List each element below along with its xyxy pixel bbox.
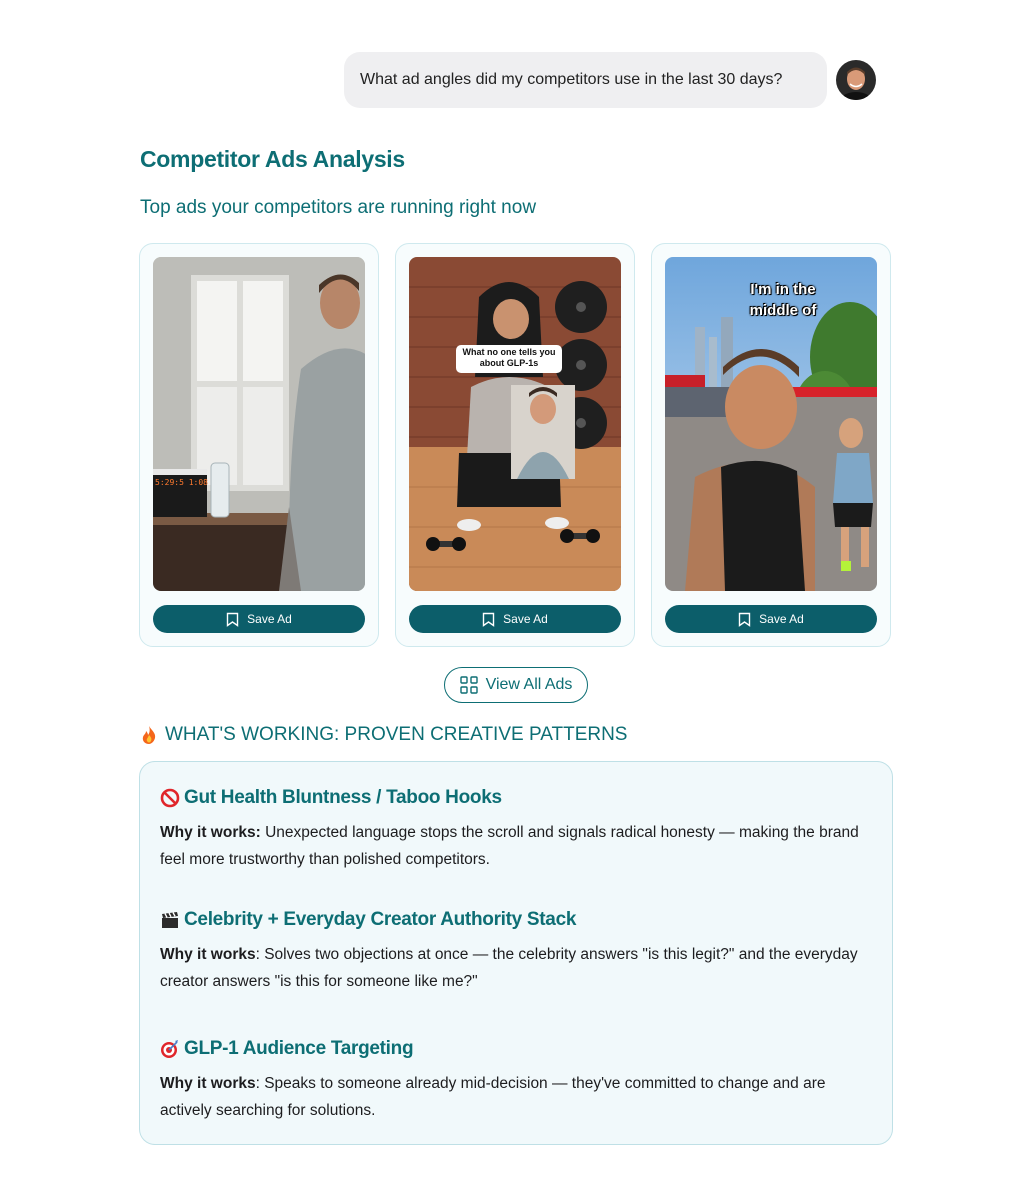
pattern-why-3	[160, 1070, 880, 1124]
analysis-title: Competitor Ads Analysis	[140, 146, 405, 172]
ad-card-2	[395, 243, 635, 647]
prohibited-icon	[160, 788, 180, 808]
why-label-1: Why it works:	[160, 824, 261, 841]
fire-icon	[139, 725, 159, 745]
save-ad-button-1[interactable]	[153, 605, 365, 633]
pattern-why-1	[160, 819, 880, 873]
pattern-title-text-2: Celebrity + Everyday Creator Authority Stack	[184, 909, 577, 930]
user-message-bubble	[344, 52, 827, 108]
pattern-why-2	[160, 941, 880, 995]
pattern-title-text-1: Gut Health Bluntness / Taboo Hooks	[184, 787, 502, 808]
ad-card-1	[139, 243, 379, 647]
why-label-3: Why it works	[160, 1075, 256, 1092]
user-message-text: What ad angles did my competitors use in the last 30 days?	[360, 71, 783, 88]
patterns-heading-text: WHAT'S WORKING: PROVEN CREATIVE PATTERNS	[165, 724, 628, 745]
pattern-item-3	[160, 1038, 880, 1124]
ad-card-3	[651, 243, 891, 647]
clapper-counter: 5:29:5 1:08	[155, 478, 208, 487]
pattern-title-text-3: GLP-1 Audience Targeting	[184, 1038, 414, 1059]
analysis-subtitle: Top ads your competitors are running right now	[140, 197, 537, 218]
patterns-heading	[139, 724, 627, 746]
pattern-title-3	[160, 1038, 880, 1060]
save-ad-label: Save Ad	[247, 612, 292, 626]
save-ad-label: Save Ad	[759, 612, 804, 626]
view-all-ads-button[interactable]	[444, 667, 588, 703]
why-text-1: Unexpected language stops the scroll and signals radical honesty — making the brand feel more trustworthy than polished competitors.	[160, 824, 859, 868]
pattern-item-2	[160, 909, 880, 995]
save-ad-label: Save Ad	[503, 612, 548, 626]
clapper-icon	[160, 910, 180, 930]
ad-thumbnail-1[interactable]	[153, 257, 365, 591]
bookmark-icon	[482, 612, 495, 627]
ad-overlay-caption-2: What no one tells you about GLP-1s	[462, 347, 556, 368]
why-text-2: : Solves two objections at once — the celebrity answers "is this legit?" and the everyday creator answers "is this for someone like me?"	[160, 946, 858, 990]
why-text-3: : Speaks to someone already mid-decision — they've committed to change and are actively searching for solutions.	[160, 1075, 826, 1119]
ad-thumbnail-3[interactable]	[665, 257, 877, 591]
patterns-panel	[139, 761, 893, 1145]
why-label-2: Why it works	[160, 946, 256, 963]
user-avatar[interactable]	[836, 60, 876, 100]
bookmark-icon	[226, 612, 239, 627]
ad-thumbnail-2[interactable]	[409, 257, 621, 591]
save-ad-button-3[interactable]	[665, 605, 877, 633]
ad-overlay-caption-3: I'm in the middle of	[749, 281, 817, 319]
bookmark-icon	[738, 612, 751, 627]
grid-icon	[460, 676, 478, 694]
pattern-title-2	[160, 909, 880, 931]
pattern-item-1	[160, 787, 880, 873]
save-ad-button-2[interactable]	[409, 605, 621, 633]
target-icon	[160, 1039, 180, 1059]
pattern-title-1	[160, 787, 880, 809]
view-all-ads-label: View All Ads	[485, 676, 573, 693]
